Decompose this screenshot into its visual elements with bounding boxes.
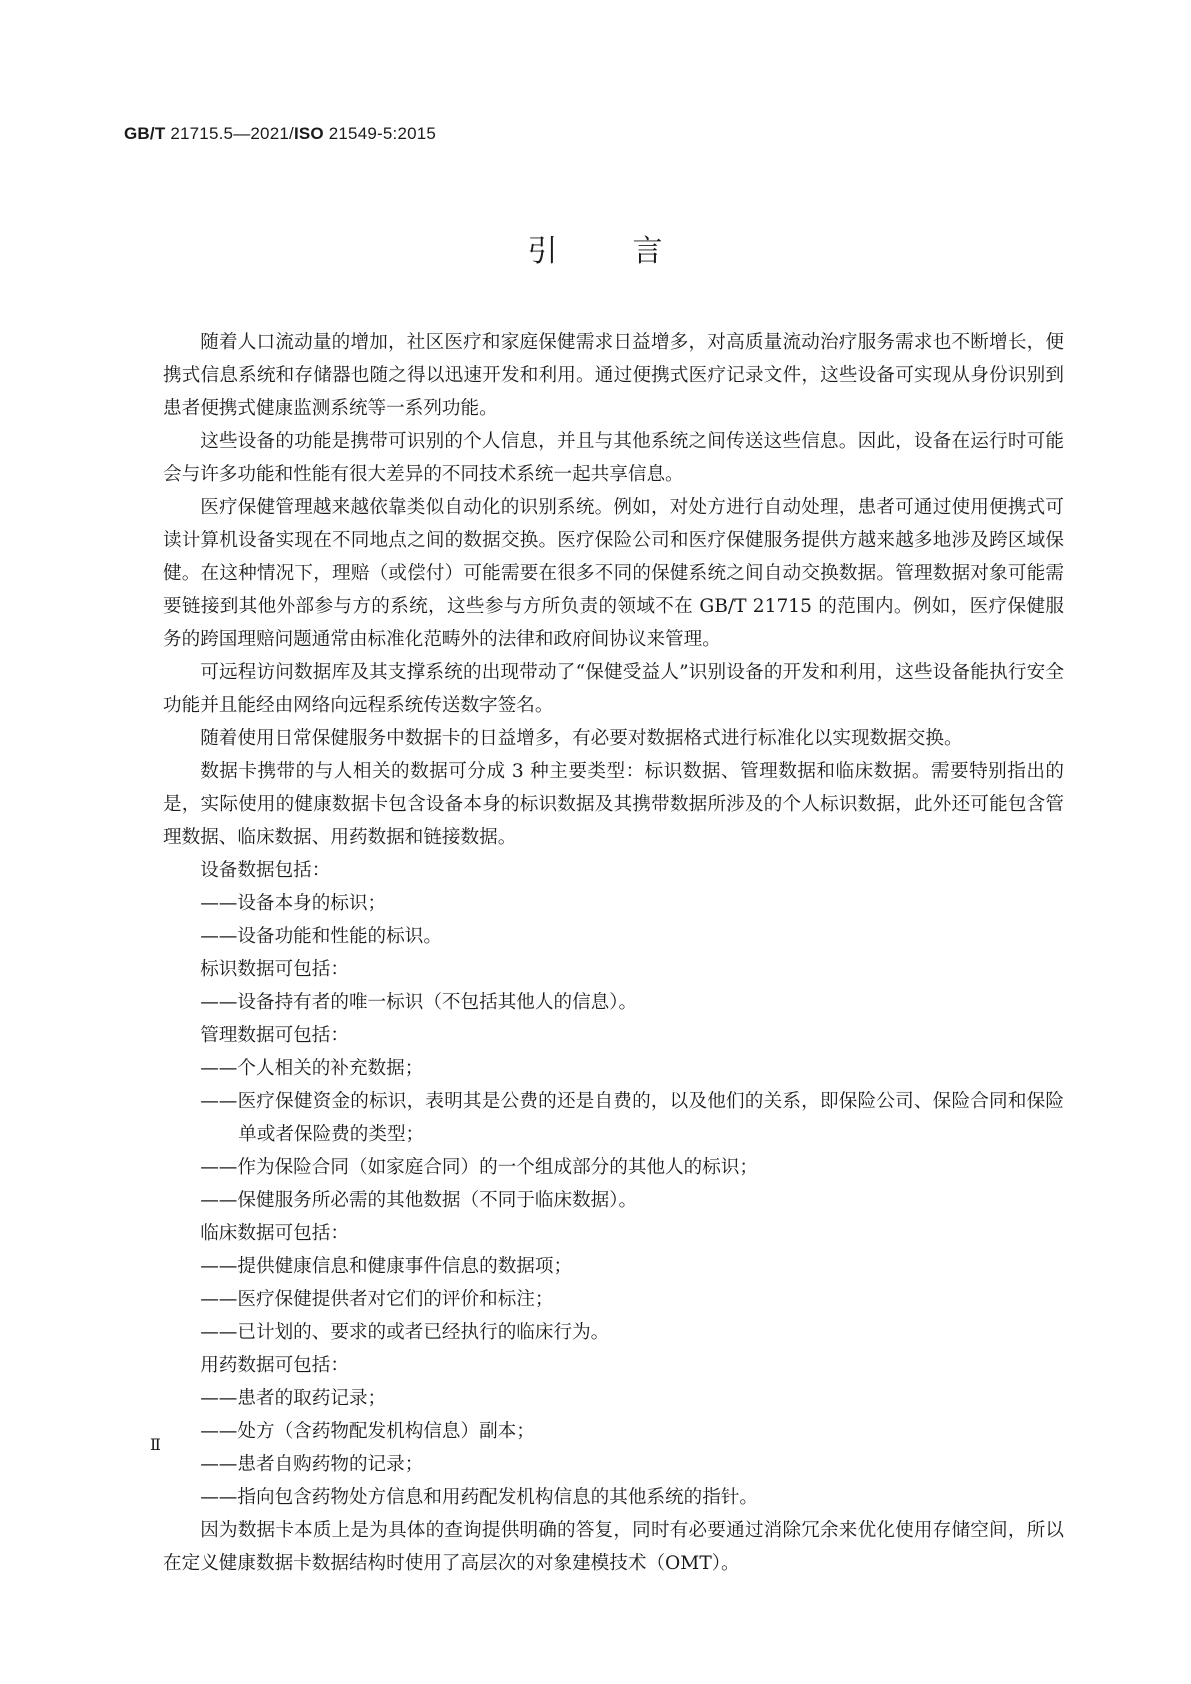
list-item: ——设备功能和性能的标识。 [200,926,442,947]
paragraph: 随着人口流动量的增加，社区医疗和家庭保健需求日益增多，对高质量流动治疗服务需求也不断增长，便携式信息系统和存储器也随之得以迅速开发和利用。通过便携式医疗记录文件，这些设备可实现从身份识别到患者便携式健康监测系统等一系列功能。 [163,332,1064,419]
list-item: ——个人相关的补充数据； [200,1058,424,1079]
list-heading: 临床数据可包括： [200,1223,349,1244]
document-header [124,124,436,144]
list-item: ——作为保险合同（如家庭合同）的一个组成部分的其他人的标识； [200,1157,759,1178]
iso-prefix: ISO [293,124,324,143]
paragraph: 医疗保健管理越来越依靠类似自动化的识别系统。例如，对处方进行自动处理，患者可通过使用便携式可读计算机设备实现在不同地点之间的数据交换。医疗保险公司和医疗保健服务提供方越来越多地涉及跨区域保健。在这种情况下，理赔（或偿付）可能需要在很多不同的保健系统之间自动交换数据。管理数据对象可能需要链接到其他外部参与方的系统，这些参与方所负责的领域不在 GB/T 21715 的范围内。例如，医疗保健服务的跨国理赔问题通常由标准化范畴外的法律和政府间协议来管理。 [163,497,1064,650]
list-item: ——医疗保健资金的标识，表明其是公费的还是自费的，以及他们的关系，即保险公司、保险合同和保险单或者保险费的类型； [200,1091,1064,1145]
list-item: ——患者的取药记录； [200,1388,387,1409]
iso-number: 21549-5:2015 [323,124,437,143]
std-prefix: GB/T [124,124,166,143]
paragraph: 数据卡携带的与人相关的数据可分成 3 种主要类型：标识数据、管理数据和临床数据。需要特别指出的是，实际使用的健康数据卡包含设备本身的标识数据及其携带数据所涉及的个人标识数据，此外还可能包含管理数据、临床数据、用药数据和链接数据。 [163,761,1064,848]
title-char-1: 引 [527,234,559,269]
section-title [0,226,1191,270]
paragraph: 随着使用日常保健服务中数据卡的日益增多，有必要对数据格式进行标准化以实现数据交换。 [200,728,963,749]
list-item: ——指向包含药物处方信息和用药配发机构信息的其他系统的指针。 [200,1487,759,1508]
list-item: ——设备本身的标识； [200,893,387,914]
list-heading: 标识数据可包括： [200,959,349,980]
document-body [163,326,1064,1580]
title-char-2: 言 [632,234,664,269]
list-item: ——医疗保健提供者对它们的评价和标注； [200,1289,554,1310]
list-item: ——提供健康信息和健康事件信息的数据项； [200,1256,573,1277]
std-number: 21715.5—2021/ [165,124,294,143]
paragraph: 这些设备的功能是携带可识别的个人信息，并且与其他系统之间传送这些信息。因此，设备在运行时可能会与许多功能和性能有很大差异的不同技术系统一起共享信息。 [163,431,1064,485]
list-item: ——已计划的、要求的或者已经执行的临床行为。 [200,1322,610,1343]
list-item: ——处方（含药物配发机构信息）副本； [200,1421,535,1442]
list-heading: 用药数据可包括： [200,1355,349,1376]
page-number: Ⅱ [150,1435,161,1454]
list-heading: 设备数据包括： [200,860,331,881]
list-heading: 管理数据可包括： [200,1025,349,1046]
list-item: ——患者自购药物的记录； [200,1454,424,1475]
list-item: ——设备持有者的唯一标识（不包括其他人的信息）。 [200,992,638,1013]
closing-paragraph: 因为数据卡本质上是为具体的查询提供明确的答复，同时有必要通过消除冗余来优化使用存储空间，所以在定义健康数据卡数据结构时使用了高层次的对象建模技术（OMT）。 [163,1520,1064,1574]
list-item: ——保健服务所必需的其他数据（不同于临床数据）。 [200,1190,638,1211]
paragraph: 可远程访问数据库及其支撑系统的出现带动了“保健受益人”识别设备的开发和利用，这些设备能执行安全功能并且能经由网络向远程系统传送数字签名。 [163,662,1064,716]
